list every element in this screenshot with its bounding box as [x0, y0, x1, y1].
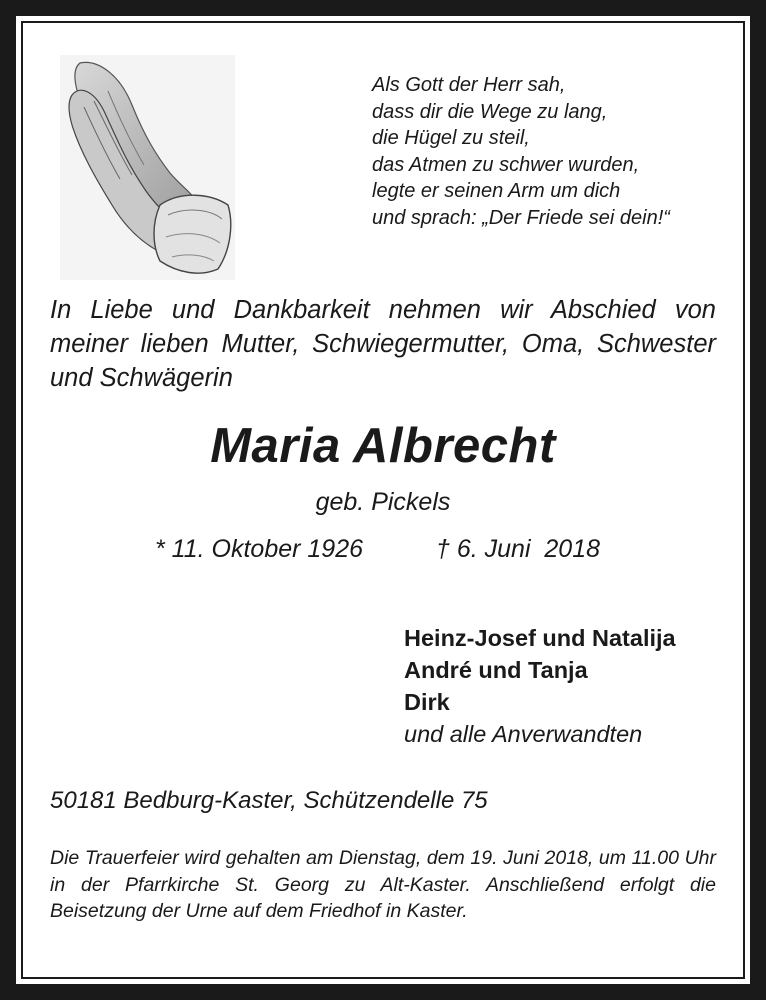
poem-line: das Atmen zu schwer wurden, [372, 153, 640, 176]
poem-line: legte er seinen Arm um dich [372, 180, 621, 202]
poem-line: die Hügel zu steil, [372, 127, 530, 149]
poem-line: und sprach: „Der Friede sei dein!“ [372, 206, 670, 229]
mourner: und alle Anverwandten [404, 721, 643, 747]
poem [372, 72, 670, 231]
birth-date: * 11. Oktober 1926 [155, 535, 364, 563]
mourner: Dirk [404, 689, 450, 715]
praying-hands-icon [60, 55, 235, 280]
funeral-notice: Die Trauerfeier wird gehalten am Dienstag, dem 19. Juni 2018, um 11.00 Uhr in der Pfarrkirche St. Georg zu Alt-Kaster. Anschließend erfolgt die Beisetzung der Urne auf dem Friedhof in Kaster. [50, 847, 716, 922]
mourner: Heinz-Josef und Natalija [404, 625, 676, 651]
poem-line: dass dir die Wege zu lang, [372, 100, 608, 123]
poem-line: Als Gott der Herr sah, [372, 74, 566, 96]
farewell-text: In Liebe und Dankbarkeit nehmen wir Abschied von meiner lieben Mutter, Schwiegermutter, Oma, Schwester und Schwägerin [50, 296, 716, 392]
mourner: André und Tanja [404, 657, 588, 683]
death-date: † 6. Juni 2018 [436, 535, 601, 563]
address: 50181 Bedburg-Kaster, Schützendelle 75 [50, 787, 488, 814]
mourners-list [404, 622, 676, 750]
birth-name: geb. Pickels [315, 488, 451, 516]
deceased-name: Maria Albrecht [210, 419, 556, 473]
